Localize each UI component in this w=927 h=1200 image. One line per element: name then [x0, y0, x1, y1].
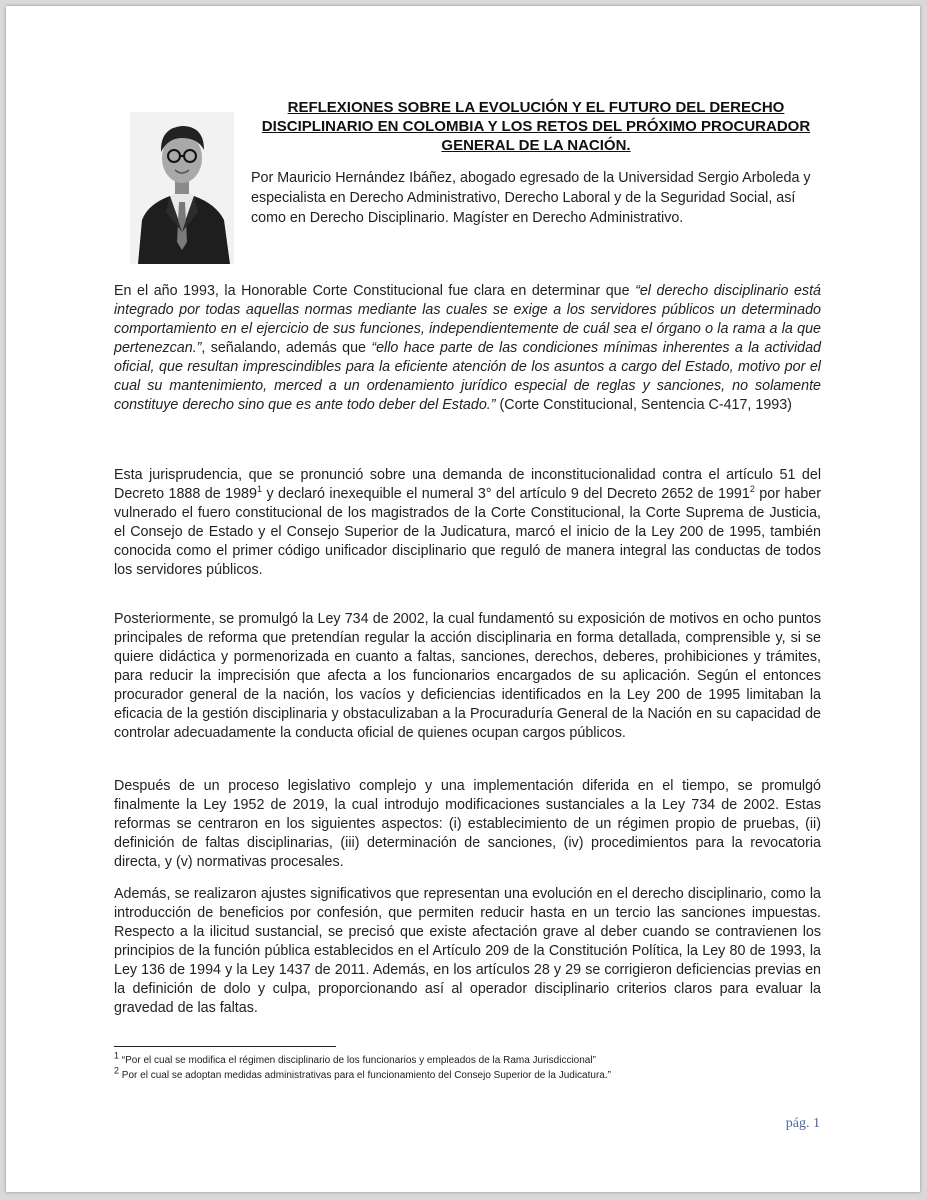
footnote-1: $^1$ “Por el cual se modifica el régimen disciplinario de los funcionarios y empleados de la Rama Jurisdiccional”	[114, 1050, 596, 1066]
footnote-ref-1: 1	[256, 484, 262, 495]
paragraph-4: Después de un proceso legislativo complejo y una implementación diferida en el tiempo, se promulgó finalmente la Ley 1952 de 2019, la cual introdujo modificaciones sustanciales a la Ley 734 de 2002. Estas reformas se centraron en los siguientes aspectos: (i) establecimiento de un régimen propio de pruebas, (ii) definición de faltas disciplinarias, (iii) determinación de sanciones, (iv) procedimientos para la revocatoria directa, y (v) normativas procesales.	[114, 778, 821, 870]
footnote-2: $^2$ Por el cual se adoptan medidas administrativas para el funcionamiento del Consejo Superior de la Judicatura.”	[114, 1065, 611, 1081]
author-photo	[130, 112, 234, 264]
footnote-ref-2: 2	[749, 484, 755, 495]
document-page	[6, 6, 920, 1192]
footnote-divider	[114, 1046, 336, 1047]
paragraph-2: Esta jurisprudencia, que se pronunció sobre una demanda de inconstitucionalidad contra el artículo 51 del Decreto 1888 de 1989$^1$ y declaró inexequible el numeral 3° del artículo 9 del Decreto 2652 de 1991$^2$ por haber vulnerado el fuero constitucional de los magistrados de la Corte Constitucional, la Corte Suprema de Justicia, el Consejo de Estado y el Consejo Superior de la Judicatura, marcó el inicio de la Ley 200 de 1995, también conocida como el primer código unificador disciplinario que reguló de manera integral las conductas de todos los servidores públicos.	[114, 467, 821, 578]
paragraph-3: Posteriormente, se promulgó la Ley 734 de 2002, la cual fundamentó su exposición de motivos en ocho puntos principales de reforma que pretendían regular la acción disciplinaria en forma detallada, comprensible y, si se quiere didáctica y pormenorizada en cuanto a faltas, sanciones, derechos, deberes, prohibiciones y trámites, para reducir la imprecisión que afecta a los funcionarios encargados de su aplicación. Según el entonces procurador general de la nación, los vacíos y deficiencias identificados en la Ley 200 de 1995 limitaban la eficacia de la gestión disciplinaria y obstaculizaban a la Procuraduría General de la Nación en su capacidad de controlar adecuadamente la conducta oficial de quienes ocupan cargos públicos.	[114, 611, 821, 741]
paragraph-5: Además, se realizaron ajustes significativos que representan una evolución en el derecho disciplinario, como la introducción de beneficios por confesión, que permiten reducir hasta en un tercio las sanciones impuestas. Respecto a la ilicitud sustancial, se precisó que existe afectación grave al deber cuando se contravienen los principios de la función pública establecidos en el Artículo 209 de la Constitución Política, la Ley 80 de 1993, la Ley 136 de 1994 y la Ley 1437 de 2011. Además, en los artículos 28 y 29 se corrigieron deficiencias previas en la definición de dolo y culpa, proporcionando así al operador disciplinario criterios claros para evaluar la gravedad de las faltas.	[114, 886, 821, 1016]
page-number: pág. 1	[785, 1116, 820, 1131]
paragraph-1: En el año 1993, la Honorable Corte Constitucional fue clara en determinar que “el derecho disciplinario está integrado por todas aquellas normas mediante las cuales se exige a los servidores públicos un determinado comportamiento en el ejercicio de sus funciones, independientemente de cuál sea el órgano o la rama a la que pertenezcan.”, señalando, además que “ello hace parte de las condiciones mínimas inherentes a la actividad oficial, que resultan imprescindibles para la eficiente atención de los asuntos a cargo del Estado, motivo por el cual su mantenimiento, merced a un ordenamiento jurídico especial de reglas y sanciones, no solamente constituye derecho sino que es ante todo deber del Estado.” (Corte Constitucional, Sentencia C-417, 1993)	[114, 283, 821, 413]
author-byline: Por Mauricio Hernández Ibáñez, abogado egresado de la Universidad Sergio Arboleda y especialista en Derecho Administrativo, Derecho Laboral y de la Seguridad Social, así como en Derecho Disciplinario. Magíster en Derecho Administrativo.	[251, 170, 811, 226]
document-title: REFLEXIONES SOBRE LA EVOLUCIÓN Y EL FUTURO DEL DERECHO DISCIPLINARIO EN COLOMBIA Y LOS RETOS DEL PRÓXIMO PROCURADOR GENERAL DE LA NACIÓN.	[261, 99, 811, 154]
